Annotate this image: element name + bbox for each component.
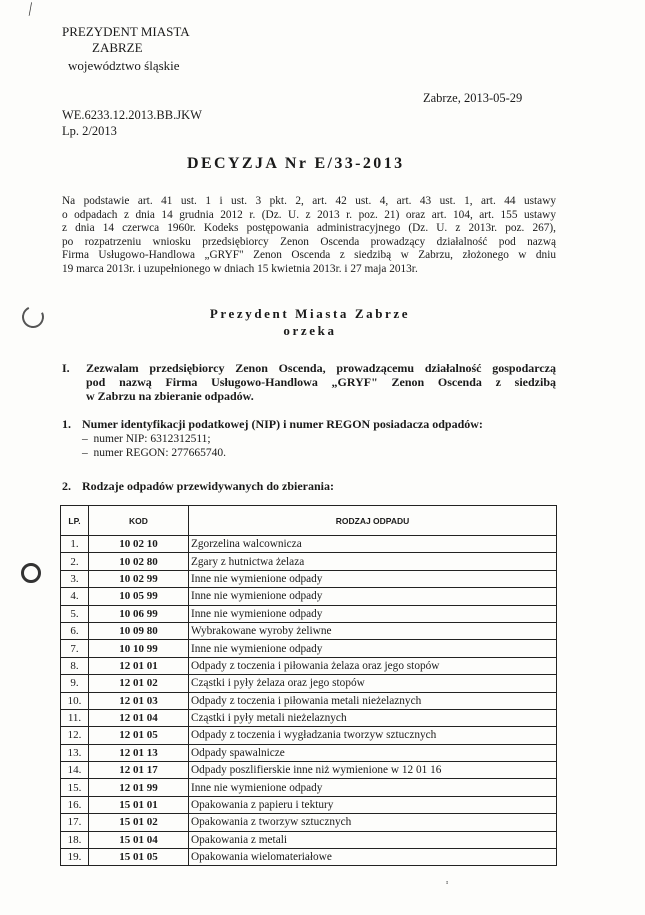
issuer-block (62, 24, 222, 74)
cell-waste-name: Inne nie wymienione odpady (189, 605, 557, 622)
regon-value: numer REGON: 277665740. (93, 447, 227, 459)
cell-lp: 16. (61, 796, 89, 813)
legal-basis-line: Na podstawie art. 41 ust. 1 i ust. 3 pkt. 2, art. 42 ust. 4, art. 43 ust. 1, art. 44 ustawy (62, 195, 556, 207)
cell-kod: 12 01 17 (89, 762, 189, 779)
cell-kod: 15 01 01 (89, 796, 189, 813)
cell-kod: 12 01 02 (89, 675, 189, 692)
cell-waste-name: Inne nie wymienione odpady (189, 588, 557, 605)
table-row (61, 692, 557, 709)
table-row (61, 762, 557, 779)
legal-basis-line: Firma Usługowo-Handlowa „GRYF" Zenon Oscenda z siedzibą w Zabrzu, złożonego w dniu (62, 249, 556, 262)
cell-kod: 15 01 04 (89, 831, 189, 848)
nip-entry (82, 432, 226, 446)
cell-kod: 10 02 99 (89, 570, 189, 587)
cell-waste-name: Zgorzelina walcownicza (189, 536, 557, 553)
nip-value: numer NIP: 6312312511; (93, 433, 211, 445)
authority-verb: orzeka (283, 323, 337, 338)
issuer-line-3: województwo śląskie (68, 58, 180, 73)
cell-kod: 12 01 05 (89, 727, 189, 744)
table-row (61, 744, 557, 761)
cell-kod: 15 01 05 (89, 849, 189, 866)
cell-lp: 2. (61, 553, 89, 570)
item-1-heading: Numer identyfikacji podatkowej (NIP) i numer REGON posiadacza odpadów: (82, 417, 483, 431)
cell-kod: 12 01 01 (89, 657, 189, 674)
dash-bullet: – (82, 447, 94, 459)
table-row (61, 727, 557, 744)
cell-waste-name: Cząstki i pyły metali nieżelaznych (189, 709, 557, 726)
legal-basis-line: po rozpatrzeniu wniosku przedsiębiorcy Zenon Oscenda prowadzący działalność pod nazwą (62, 235, 556, 248)
cell-kod: 10 09 80 (89, 622, 189, 639)
cell-waste-name: Opakowania z papieru i tektury (189, 796, 557, 813)
cell-kod: 12 01 03 (89, 692, 189, 709)
cell-waste-name: Wybrakowane wyroby żeliwne (189, 622, 557, 639)
cell-waste-name: Odpady z toczenia i wygładzania tworzyw sztucznych (189, 727, 557, 744)
table-row (61, 814, 557, 831)
cell-waste-name: Zgary z hutnictwa żelaza (189, 553, 557, 570)
legal-basis-line: o odpadach z dnia 14 grudnia 2012 r. (Dz. U. z 2013 r. poz. 21) oraz art. 104, art. 155 ustawy (62, 208, 556, 221)
table-row (61, 675, 557, 692)
cell-lp: 17. (61, 814, 89, 831)
legal-basis-line: 19 marca 2013r. i uzupełnionego w dniach 15 kwietnia 2013r. i 27 maja 2013r. (62, 262, 418, 275)
table-row (61, 536, 557, 553)
cell-lp: 14. (61, 762, 89, 779)
cell-lp: 10. (61, 692, 89, 709)
cell-kod: 15 01 02 (89, 814, 189, 831)
punch-hole-icon (21, 563, 41, 583)
header-kod: KOD (89, 506, 189, 536)
cell-lp: 15. (61, 779, 89, 796)
item-2-heading: Rodzaje odpadów przewidywanych do zbierania: (82, 479, 335, 493)
authority-name: Prezydent Miasta Zabrze (209, 306, 411, 321)
table-row (61, 796, 557, 813)
page-mark-icon: ᶦ (446, 880, 449, 890)
table-row (61, 831, 557, 848)
cell-waste-name: Odpady z toczenia i piłowania żelaza oraz jego stopów (189, 657, 557, 674)
table-row (61, 622, 557, 639)
item-2-number: 2. (62, 479, 71, 493)
section-i-line: Zezwalam przedsiębiorcy Zenon Oscenda, prowadzącemu działalność gospodarczą (86, 361, 556, 375)
cell-kod: 10 02 10 (89, 536, 189, 553)
table-row (61, 605, 557, 622)
header-rodzaj: RODZAJ ODPADU (189, 506, 557, 536)
cell-kod: 12 01 04 (89, 709, 189, 726)
legal-basis-paragraph (62, 195, 556, 277)
cell-lp: 5. (61, 605, 89, 622)
cell-waste-name: Inne nie wymienione odpady (189, 779, 557, 796)
cell-waste-name: Opakowania z tworzyw sztucznych (189, 814, 557, 831)
cell-waste-name: Odpady poszlifierskie inne niż wymienione w 12 01 16 (189, 762, 557, 779)
punch-hole-icon (19, 303, 47, 331)
cell-waste-name: Opakowania z metali (189, 831, 557, 848)
item-1-number: 1. (62, 417, 71, 431)
lp-number: Lp. 2/2013 (62, 124, 117, 138)
item-1-list (82, 432, 226, 460)
cell-kod: 10 05 99 (89, 588, 189, 605)
cell-lp: 8. (61, 657, 89, 674)
cell-lp: 18. (61, 831, 89, 848)
cell-lp: 7. (61, 640, 89, 657)
table-row (61, 553, 557, 570)
cell-kod: 10 02 80 (89, 553, 189, 570)
table-row (61, 570, 557, 587)
legal-basis-line: z dnia 14 czerwca 1960r. Kodeks postępowania administracyjnego (Dz. U. z 2013r. poz. 267), (62, 222, 556, 235)
table-row (61, 779, 557, 796)
dash-bullet: – (82, 433, 94, 445)
cell-kod: 10 10 99 (89, 640, 189, 657)
table-body (61, 536, 557, 866)
cell-lp: 12. (61, 727, 89, 744)
table-row (61, 640, 557, 657)
cell-lp: 4. (61, 588, 89, 605)
issuer-line-1: PREZYDENT MIASTA (62, 24, 190, 39)
table-row (61, 709, 557, 726)
cell-waste-name: Opakowania wielomateriałowe (189, 849, 557, 866)
section-i-line: pod nazwą Firma Usługowo-Handlowa „GRYF" Zenon Oscenda z siedzibą (86, 375, 556, 389)
table-header-row (61, 506, 557, 536)
cell-lp: 19. (61, 849, 89, 866)
cell-kod: 10 06 99 (89, 605, 189, 622)
cell-lp: 1. (61, 536, 89, 553)
cell-lp: 9. (61, 675, 89, 692)
header-lp: LP. (61, 506, 89, 536)
cell-kod: 12 01 13 (89, 744, 189, 761)
table-row (61, 849, 557, 866)
table-row (61, 588, 557, 605)
cell-lp: 6. (61, 622, 89, 639)
section-i-line: w Zabrzu na zbieranie odpadów. (86, 389, 254, 403)
cell-waste-name: Inne nie wymienione odpady (189, 570, 557, 587)
cell-lp: 11. (61, 709, 89, 726)
section-i-body (86, 361, 556, 403)
cell-lp: 13. (61, 744, 89, 761)
decision-title: DECYZJA Nr E/33-2013 (187, 155, 405, 172)
cell-lp: 3. (61, 570, 89, 587)
place-date: Zabrze, 2013-05-29 (423, 91, 523, 105)
section-i-numeral: I. (62, 361, 70, 375)
cell-waste-name: Cząstki i pyły żelaza oraz jego stopów (189, 675, 557, 692)
cell-waste-name: Inne nie wymienione odpady (189, 640, 557, 657)
reference-number: WE.6233.12.2013.BB.JKW (62, 108, 202, 122)
regon-entry (82, 446, 226, 460)
cell-waste-name: Odpady z toczenia i piłowania metali nieżelaznych (189, 692, 557, 709)
issuer-line-2: ZABRZE (92, 40, 143, 55)
waste-table (60, 505, 557, 866)
cell-kod: 12 01 99 (89, 779, 189, 796)
corner-mark-icon: ⟋ (22, 0, 40, 20)
cell-waste-name: Odpady spawalnicze (189, 744, 557, 761)
table-row (61, 657, 557, 674)
